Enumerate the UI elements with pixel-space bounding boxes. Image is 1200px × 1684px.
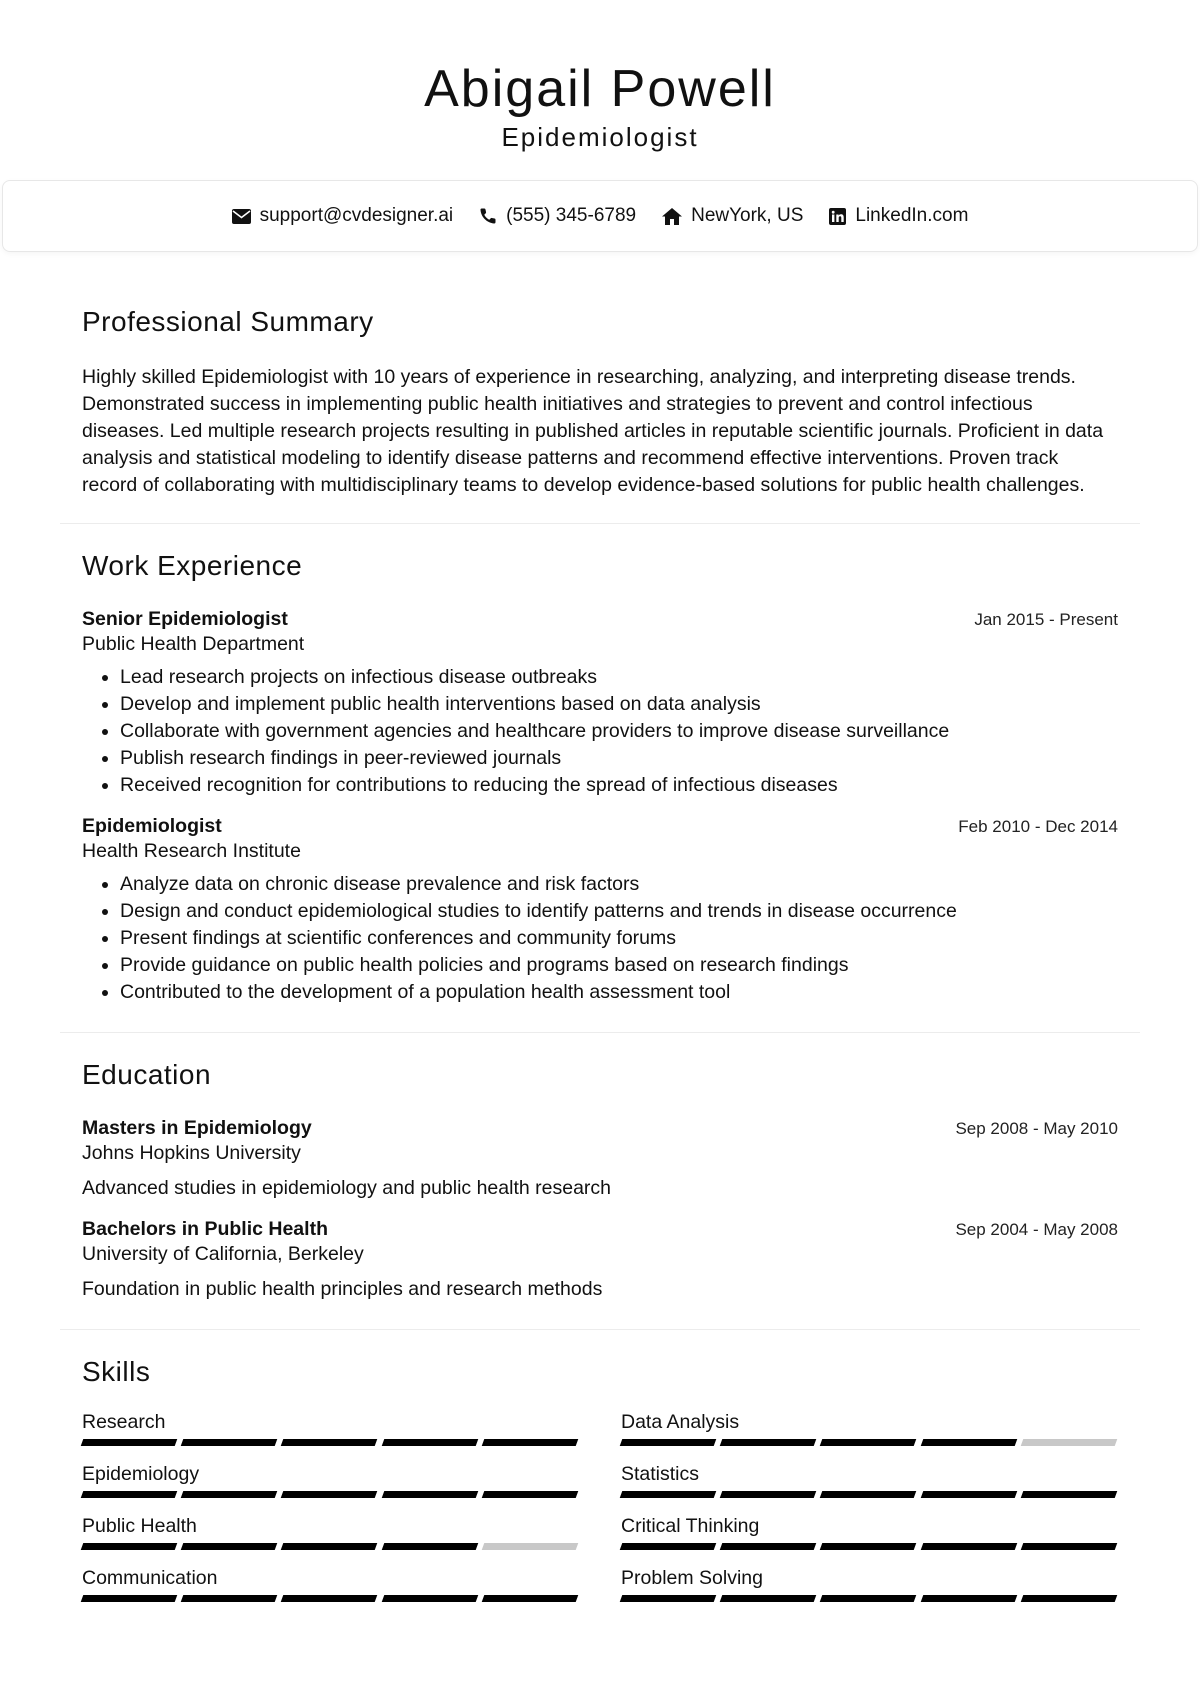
- skill-level-segment-filled: [281, 1439, 378, 1446]
- skill-level-segment-filled: [81, 1595, 178, 1602]
- experience-section: [60, 524, 1140, 1033]
- skill-level-segment-filled: [181, 1543, 278, 1550]
- skill-level-segment-filled: [281, 1491, 378, 1498]
- degree-title: Bachelors in Public Health: [82, 1218, 328, 1240]
- skill-level-bar: [621, 1439, 1116, 1446]
- skills-section: [60, 1330, 1140, 1602]
- candidate-title: Epidemiologist: [501, 122, 699, 152]
- skill-level-bar: [621, 1543, 1116, 1550]
- skill-level-segment-filled: [1021, 1491, 1118, 1498]
- skill-level-segment-filled: [820, 1491, 917, 1498]
- skill-level-segment-filled: [620, 1491, 717, 1498]
- skill-name: Statistics: [621, 1463, 700, 1485]
- skill-level-segment-filled: [620, 1543, 717, 1550]
- skill-name: Research: [82, 1411, 166, 1433]
- skill-item: [621, 1564, 1116, 1602]
- skill-level-segment-filled: [181, 1439, 278, 1446]
- skill-item: [82, 1564, 577, 1602]
- skill-level-segment-filled: [720, 1595, 817, 1602]
- skill-level-segment-filled: [920, 1595, 1017, 1602]
- skill-level-segment-filled: [920, 1491, 1017, 1498]
- skill-name: Epidemiology: [82, 1463, 200, 1485]
- skill-level-segment-filled: [81, 1543, 178, 1550]
- education-section: [60, 1033, 1140, 1330]
- skill-level-segment-filled: [381, 1543, 478, 1550]
- skill-item: [82, 1460, 577, 1498]
- degree-title: Masters in Epidemiology: [82, 1117, 312, 1139]
- skill-level-segment-filled: [482, 1595, 579, 1602]
- contact-linkedin[interactable]: [829, 205, 968, 227]
- skill-level-segment-filled: [820, 1439, 917, 1446]
- skill-item: [621, 1460, 1116, 1498]
- skill-level-segment-empty: [1021, 1439, 1118, 1446]
- skill-level-segment-filled: [620, 1595, 717, 1602]
- skill-level-segment-filled: [820, 1595, 917, 1602]
- skill-level-segment-filled: [81, 1491, 178, 1498]
- resume-header: [0, 0, 1200, 154]
- skill-level-bar: [621, 1491, 1116, 1498]
- skill-item: [621, 1408, 1116, 1446]
- skill-level-bar: [82, 1543, 577, 1550]
- job-bullets: [82, 664, 1118, 799]
- phone-icon: [479, 207, 497, 225]
- skills-grid: [82, 1408, 1118, 1602]
- job-title: Senior Epidemiologist: [82, 608, 288, 630]
- contact-location: [662, 205, 803, 227]
- skill-level-segment-filled: [620, 1439, 717, 1446]
- skill-level-bar: [82, 1491, 577, 1498]
- school-name: Johns Hopkins University: [82, 1142, 301, 1164]
- list-item: • Provide guidance on public health policies and programs based on research findings: [120, 952, 1118, 979]
- skill-level-bar: [82, 1595, 577, 1602]
- skill-level-segment-filled: [181, 1595, 278, 1602]
- list-item: • Present findings at scientific conferences and community forums: [120, 925, 1118, 952]
- education-entry: [82, 1218, 1118, 1303]
- education-description: Advanced studies in epidemiology and public health research: [82, 1177, 612, 1199]
- job-org: Health Research Institute: [82, 840, 301, 862]
- email-text: support@cvdesigner.ai: [259, 205, 454, 226]
- phone-text: (555) 345-6789: [506, 205, 637, 226]
- skill-level-segment-empty: [482, 1543, 579, 1550]
- candidate-name: Abigail Powell: [424, 60, 776, 118]
- skill-level-segment-filled: [81, 1439, 178, 1446]
- skill-level-segment-filled: [281, 1595, 378, 1602]
- job-bullets: [82, 871, 1118, 1006]
- skill-item: [82, 1408, 577, 1446]
- linkedin-text: LinkedIn.com: [855, 205, 969, 226]
- skill-level-segment-filled: [381, 1439, 478, 1446]
- skill-level-segment-filled: [720, 1543, 817, 1550]
- contact-email[interactable]: [232, 205, 454, 227]
- home-icon: [662, 208, 682, 225]
- skill-level-segment-filled: [482, 1439, 579, 1446]
- list-item: • Design and conduct epidemiological studies to identify patterns and trends in disease occurrence: [120, 898, 1118, 925]
- skill-name: Public Health: [82, 1515, 197, 1537]
- section-title: Professional Summary: [82, 306, 374, 337]
- skill-level-segment-filled: [720, 1439, 817, 1446]
- education-dates: Sep 2008 - May 2010: [955, 1119, 1118, 1138]
- skill-level-segment-filled: [1021, 1543, 1118, 1550]
- skill-level-segment-filled: [720, 1491, 817, 1498]
- skill-level-segment-filled: [920, 1439, 1017, 1446]
- skill-item: [621, 1512, 1116, 1550]
- skill-name: Communication: [82, 1567, 218, 1589]
- skill-level-segment-filled: [820, 1543, 917, 1550]
- summary-text: Highly skilled Epidemiologist with 10 years of experience in researching, analyzing, and interpreting disease trends. Demonstrated success in implementing public health initiatives and strategies to prevent and control infectious diseases. Led multiple research projects resulting in published articles in reputable scientific journals. Proficient in data analysis and statistical modeling to identify disease patterns and recommend effective interventions. Proven track record of collaborating with multidisciplinary teams to develop evidence-based solutions for public health challenges.: [82, 366, 1104, 496]
- job-title: Epidemiologist: [82, 815, 222, 837]
- linkedin-icon: [829, 208, 846, 225]
- list-item: • Received recognition for contributions to reducing the spread of infectious diseases: [120, 772, 1118, 799]
- school-name: University of California, Berkeley: [82, 1243, 364, 1265]
- section-title: Education: [82, 1059, 212, 1090]
- skill-level-bar: [621, 1595, 1116, 1602]
- skill-item: [82, 1512, 577, 1550]
- skill-level-segment-filled: [181, 1491, 278, 1498]
- job-dates: Feb 2010 - Dec 2014: [958, 817, 1118, 836]
- list-item: • Contributed to the development of a population health assessment tool: [120, 979, 1118, 1006]
- job-dates: Jan 2015 - Present: [974, 610, 1118, 629]
- skill-level-segment-filled: [482, 1491, 579, 1498]
- section-title: Work Experience: [82, 550, 303, 581]
- contact-bar: [2, 180, 1198, 252]
- skill-level-segment-filled: [381, 1491, 478, 1498]
- skill-name: Critical Thinking: [621, 1515, 760, 1537]
- education-description: Foundation in public health principles and research methods: [82, 1278, 603, 1300]
- skill-level-segment-filled: [381, 1595, 478, 1602]
- list-item: • Collaborate with government agencies and healthcare providers to improve disease surveillance: [120, 718, 1118, 745]
- job-entry: [82, 815, 1118, 1006]
- skill-level-segment-filled: [1021, 1595, 1118, 1602]
- skill-level-segment-filled: [920, 1543, 1017, 1550]
- contact-phone[interactable]: [479, 205, 636, 227]
- envelope-icon: [232, 209, 251, 224]
- education-dates: Sep 2004 - May 2008: [955, 1220, 1118, 1239]
- skill-level-segment-filled: [281, 1543, 378, 1550]
- skill-name: Problem Solving: [621, 1567, 763, 1589]
- list-item: • Publish research findings in peer-reviewed journals: [120, 745, 1118, 772]
- list-item: • Lead research projects on infectious disease outbreaks: [120, 664, 1118, 691]
- education-entry: [82, 1117, 1118, 1202]
- skill-level-bar: [82, 1439, 577, 1446]
- list-item: • Analyze data on chronic disease prevalence and risk factors: [120, 871, 1118, 898]
- summary-section: [60, 252, 1140, 524]
- skill-name: Data Analysis: [621, 1411, 740, 1433]
- job-org: Public Health Department: [82, 633, 305, 655]
- list-item: • Develop and implement public health interventions based on data analysis: [120, 691, 1118, 718]
- section-title: Skills: [82, 1356, 151, 1387]
- location-text: NewYork, US: [691, 205, 804, 226]
- job-entry: [82, 608, 1118, 799]
